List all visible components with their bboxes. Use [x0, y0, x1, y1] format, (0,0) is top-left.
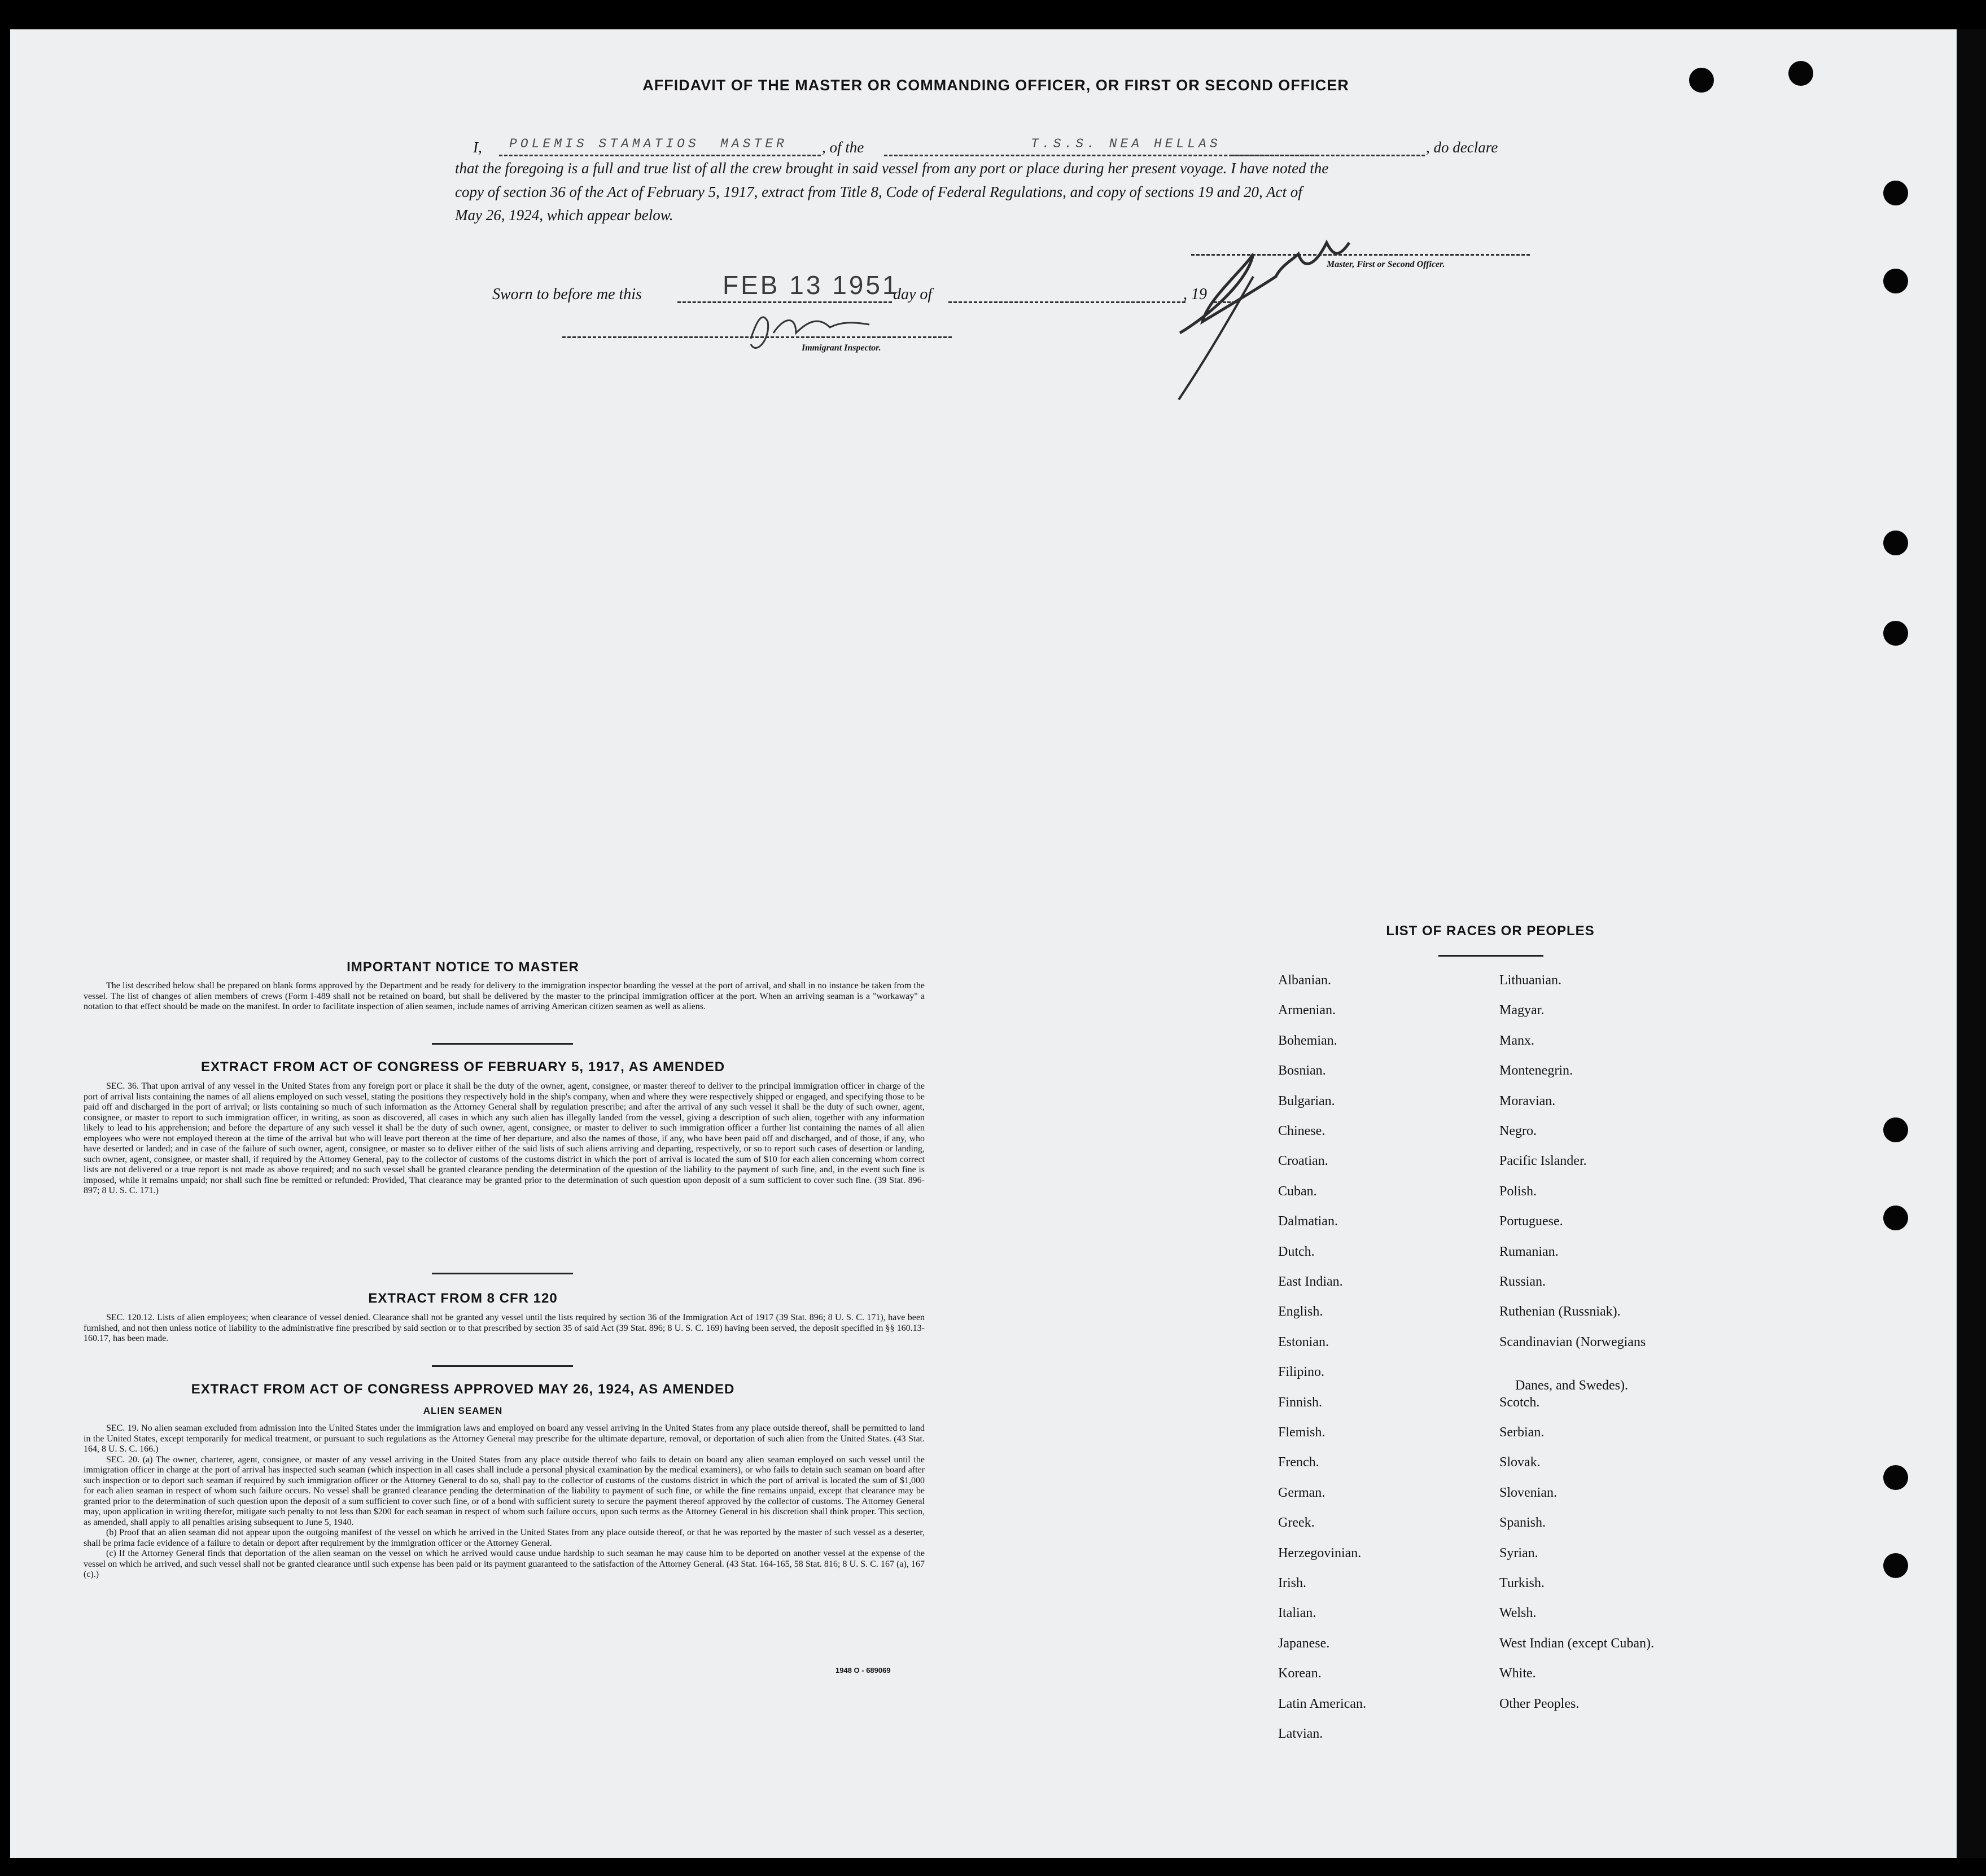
race-item: Latin American. [1278, 1696, 1366, 1711]
alien-seamen-subtitle: ALIEN SEAMEN [423, 1405, 503, 1416]
race-item: English. [1278, 1304, 1323, 1320]
punch-hole [1883, 181, 1908, 205]
affidavit-line1 [455, 139, 1533, 161]
year-label: , 19 [1183, 286, 1207, 303]
race-item: Welsh. [1499, 1606, 1537, 1621]
race-item: Rumanian. [1499, 1244, 1559, 1259]
punch-hole [1883, 531, 1908, 555]
master-caption: Master, First or Second Officer. [1327, 260, 1445, 269]
race-item: Slovak. [1499, 1455, 1541, 1470]
section-divider [1438, 955, 1543, 957]
race-item: Irish. [1278, 1576, 1306, 1590]
section-20b-paragraph: (b) Proof that an alien seaman did not appear upon the outgoing manifest of the vessel on which he arrived in the United States from any place outside thereof, or that he was reported by the master of such vessel as a deserter, shall be prima facie evidence of a failure to detain or deport after requirement by the immigration officer or the Attorney General. [84, 1528, 925, 1548]
race-item: Croatian. [1278, 1154, 1328, 1169]
race-item: Korean. [1278, 1666, 1322, 1681]
race-item: Scotch. [1499, 1395, 1540, 1410]
race-item: Other Peoples. [1499, 1696, 1580, 1711]
race-item: Montenegrin. [1499, 1063, 1573, 1079]
section-20c-paragraph: (c) If the Attorney General finds that deportation of the alien seaman on the vessel on which he arrived would cause undue hardship to such seaman he may cause him to be deported on another vessel at the expense of the vessel on which he arrived, and such vessel shall not be granted clearance until such expense has been paid or its payment guaranteed to the satisfaction of the Attorney General. (43 Stat. 164-165, 58 Stat. 816; 8 U. S. C. 167 (a), 167 (c).) [84, 1549, 925, 1579]
affidavit-i: I, [473, 139, 482, 156]
race-item: Armenian. [1278, 1003, 1336, 1018]
section-36-paragraph: SEC. 36. That upon arrival of any vessel in the United States from any foreign port or place it shall be the duty of the owner, agent, consignee, or master thereof to deliver to the principal immigration officer in charge of the port of arrival lists containing the names of all aliens employed on such vessel, stating the positions they respectively hold in the ship's company, when and where they were respectively shipped or engaged, and specifying those to be paid off and discharged in the port of arrival; or lists containing so much of such information as the Attorney General shall by regulation prescribe; and after the arrival of any such vessel it shall be the duty of such owner, agent, consignee, or master to report to such immigration officer, in writing, as soon as discovered, all cases in which any such alien has illegally landed from the vessel, giving a description of such alien, together with any information likely to lead to his apprehension; and before the departure of any such vessel it shall be the duty of such owner, agent, consignee, or master to deliver to such immigration officer a further list containing the names of all alien employees who were not employed thereon at the time of the arrival but who will leave port thereon at the time of her departure, and also the names of those, if any, who have been paid off and discharged, and of those, if any, who have deserted or landed; and in case of the failure of such owner, agent, consignee, or master so to deliver either of the said lists of such aliens arriving and departing, respectively, or so to report such cases of desertion or landing, such owner, agent, consignee, or master shall, if required by the Attorney General, pay to the collector of customs of the customs district in which the port of arrival is located the sum of $10 for each alien concerning whom correct lists are not delivered or a true report is not made as above required; and no such vessel shall be granted clearance pending the determination of the question of the liability to the payment of such fine, and, in the event such fine is imposed, while it remains unpaid; nor shall such fine be remitted or refunded: Provided, That clearance may be granted prior to the determination of such question upon deposit of a sum sufficient to cover such fine. (39 Stat. 896-897; 8 U. S. C. 171.) [84, 1081, 925, 1195]
race-item: Finnish. [1278, 1395, 1323, 1410]
section-19-paragraph: SEC. 19. No alien seaman excluded from admission into the United States under the immigration laws and employed on board any vessel arriving in the United States from any place outside thereof, shall be permitted to land in the United States, except temporarily for medical treatment, or pursuant to such regulations as the Attorney General may prescribe for the ultimate departure, removal, or deportation of such alien from the United States. (43 Stat. 164, 8 U. S. C. 166.) [84, 1423, 925, 1454]
extract-cfr-title: EXTRACT FROM 8 CFR 120 [368, 1291, 558, 1306]
master-signature [1163, 220, 1377, 401]
notice-title: IMPORTANT NOTICE TO MASTER [347, 959, 579, 975]
race-item: Dalmatian. [1278, 1214, 1338, 1229]
punch-hole [1788, 61, 1813, 86]
race-item: Lithuanian. [1499, 973, 1561, 988]
race-item: Greek. [1278, 1515, 1315, 1531]
race-item: Polish. [1499, 1184, 1537, 1199]
race-item: Bohemian. [1278, 1033, 1337, 1048]
section-120-12-paragraph: SEC. 120.12. Lists of alien employees; when clearance of vessel denied. Clearance shall not be granted any vessel until the lists required by section 36 of the Immigration Act of 1917 (39 Stat. 896; 8 U. S. C. 171), have been furnished, and not then unless notice of liability to the administrative fine prescribed by said section or to that prescribed by section 35 of said Act (39 Stat. 896; 8 U. S. C. 169) having been served, the deposit specified in §§ 160.13-160.17, has been made. [84, 1313, 925, 1343]
race-item: Portuguese. [1499, 1214, 1563, 1229]
race-item: Magyar. [1499, 1003, 1545, 1018]
race-item: Danes, and Swedes). [1515, 1378, 1628, 1393]
punch-hole [1883, 269, 1908, 293]
extract-1924-title: EXTRACT FROM ACT OF CONGRESS APPROVED MAY 26, 1924, AS AMENDED [191, 1382, 735, 1397]
affidavit-line3: copy of section 36 of the Act of February 5, 1917, extract from Title 8, Code of Federal Regulations, and copy of sections 19 and 20, Act of [455, 183, 1302, 200]
race-item: Japanese. [1278, 1636, 1330, 1651]
date-stamp: FEB 13 1951 [723, 270, 899, 300]
races-title: LIST OF RACES OR PEOPLES [1386, 923, 1595, 939]
notice-paragraph: The list described below shall be prepared on blank forms approved by the Department and be ready for delivery to the immigration inspector boarding the vessel at the port of arrival, and shall in no instance be taken from the vessel. The list of changes of alien members of crews (Form I-489 shall not be retained on board, but shall be delivered by the master to the principal immigration officer at the port. When an arriving seaman is a "workaway" a notation to that effect should be made on the manifest. In order to facilitate inspection of alien seamen, include names of arriving American citizen seamen as well as aliens. [84, 981, 925, 1011]
race-item: Italian. [1278, 1606, 1316, 1621]
section-20a-paragraph: SEC. 20. (a) The owner, charterer, agent, consignee, or master of any vessel arriving in the United States from any place outside thereof who fails to detain on board any alien seaman employed on such vessel until the immigration officer in charge at the port of arrival has inspected such seaman (which inspection in all cases shall include a personal physical examination by the medical examiners), or who fails to detain such seaman on board after such inspection or to deport such seaman if required by such immigration officer or the Attorney General to do so, shall pay to the collector of customs of the customs district in which the port of arrival is located the sum of $1,000 for each alien seaman in respect of whom such failure occurs. No vessel shall be granted clearance pending the determination of the liability to payment of such fine, or while the fine remains unpaid, except that clearance may be granted prior to the determination of such question upon the deposit of a sum sufficient to cover such fine, or of a bond with sufficient surety to secure the payment thereof approved by the collector of customs. The Attorney General may, upon application in writing therefor, mitigate such penalty to not less than $200 for each seaman in respect of whom such failure occurs, upon such terms as the Attorney General in his discretion shall think proper. This section, as amended, shall apply to all penalties arising subsequent to June 5, 1940. [84, 1454, 925, 1527]
race-item: Moravian. [1499, 1093, 1556, 1108]
race-item: Bulgarian. [1278, 1093, 1335, 1108]
extract-1924-body [84, 1423, 925, 1580]
punch-hole [1883, 621, 1908, 646]
race-item: Flemish. [1278, 1425, 1326, 1440]
punch-hole [1883, 1117, 1908, 1142]
race-item: Spanish. [1499, 1515, 1546, 1531]
inspector-signature [740, 299, 886, 361]
extract-cfr-body [84, 1313, 925, 1344]
race-item: French. [1278, 1455, 1319, 1470]
punch-hole [1883, 1206, 1908, 1230]
master-rank: MASTER [720, 137, 788, 151]
race-item: Herzegovinian. [1278, 1545, 1362, 1561]
race-item: Estonian. [1278, 1334, 1329, 1349]
section-divider [432, 1043, 573, 1045]
document-page [10, 29, 1957, 1858]
punch-hole [1689, 68, 1714, 93]
race-item: Bosnian. [1278, 1063, 1326, 1079]
print-code: 1948 O - 689069 [835, 1666, 891, 1675]
section-divider [432, 1365, 573, 1367]
race-item: Turkish. [1499, 1576, 1545, 1590]
race-item: Serbian. [1499, 1425, 1545, 1440]
race-item: Manx. [1499, 1033, 1534, 1048]
race-item: West Indian (except Cuban). [1499, 1636, 1654, 1651]
race-item: East Indian. [1278, 1274, 1343, 1289]
race-item: Russian. [1499, 1274, 1546, 1289]
binding-edge [1957, 29, 1986, 1858]
affidavit-line2: that the foregoing is a full and true list of all the crew brought in said vessel from any port or place during her present voyage. I have noted the [455, 160, 1329, 177]
race-item: Syrian. [1499, 1545, 1538, 1561]
of-the-label: , of the [822, 139, 864, 156]
race-item: Slovenian. [1499, 1485, 1557, 1500]
affidavit-line4: May 26, 1924, which appear below. [455, 207, 673, 223]
extract-1917-body [84, 1081, 925, 1196]
race-item: Chinese. [1278, 1124, 1326, 1138]
race-item: Ruthenian (Russniak). [1499, 1304, 1621, 1320]
inspector-caption: Immigrant Inspector. [802, 343, 881, 353]
do-declare-label: , do declare [1426, 139, 1498, 156]
race-item: German. [1278, 1485, 1326, 1500]
race-item: Cuban. [1278, 1184, 1317, 1199]
vessel-name: T.S.S. NEA HELLAS [1031, 137, 1221, 151]
race-item: Dutch. [1278, 1244, 1315, 1259]
extract-1917-title: EXTRACT FROM ACT OF CONGRESS OF FEBRUARY 5, 1917, AS AMENDED [200, 1059, 725, 1075]
notice-body [84, 981, 925, 1012]
race-item: Scandinavian (Norwegians [1499, 1334, 1646, 1349]
master-name: POLEMIS STAMATIOS [509, 137, 699, 151]
punch-hole [1883, 1553, 1908, 1578]
race-item: Latvian. [1278, 1726, 1323, 1741]
race-item: Albanian. [1278, 973, 1331, 988]
race-item: Filipino. [1278, 1365, 1325, 1380]
sworn-label: Sworn to before me this [492, 286, 642, 303]
race-item: Negro. [1499, 1124, 1537, 1138]
race-item: Pacific Islander. [1499, 1154, 1587, 1169]
punch-hole [1883, 1465, 1908, 1490]
section-divider [432, 1273, 573, 1274]
day-of-label: day of [893, 286, 933, 303]
affidavit-title: AFFIDAVIT OF THE MASTER OR COMMANDING OFFICER, OR FIRST OR SECOND OFFICER [642, 77, 1349, 94]
race-item: White. [1499, 1666, 1536, 1681]
